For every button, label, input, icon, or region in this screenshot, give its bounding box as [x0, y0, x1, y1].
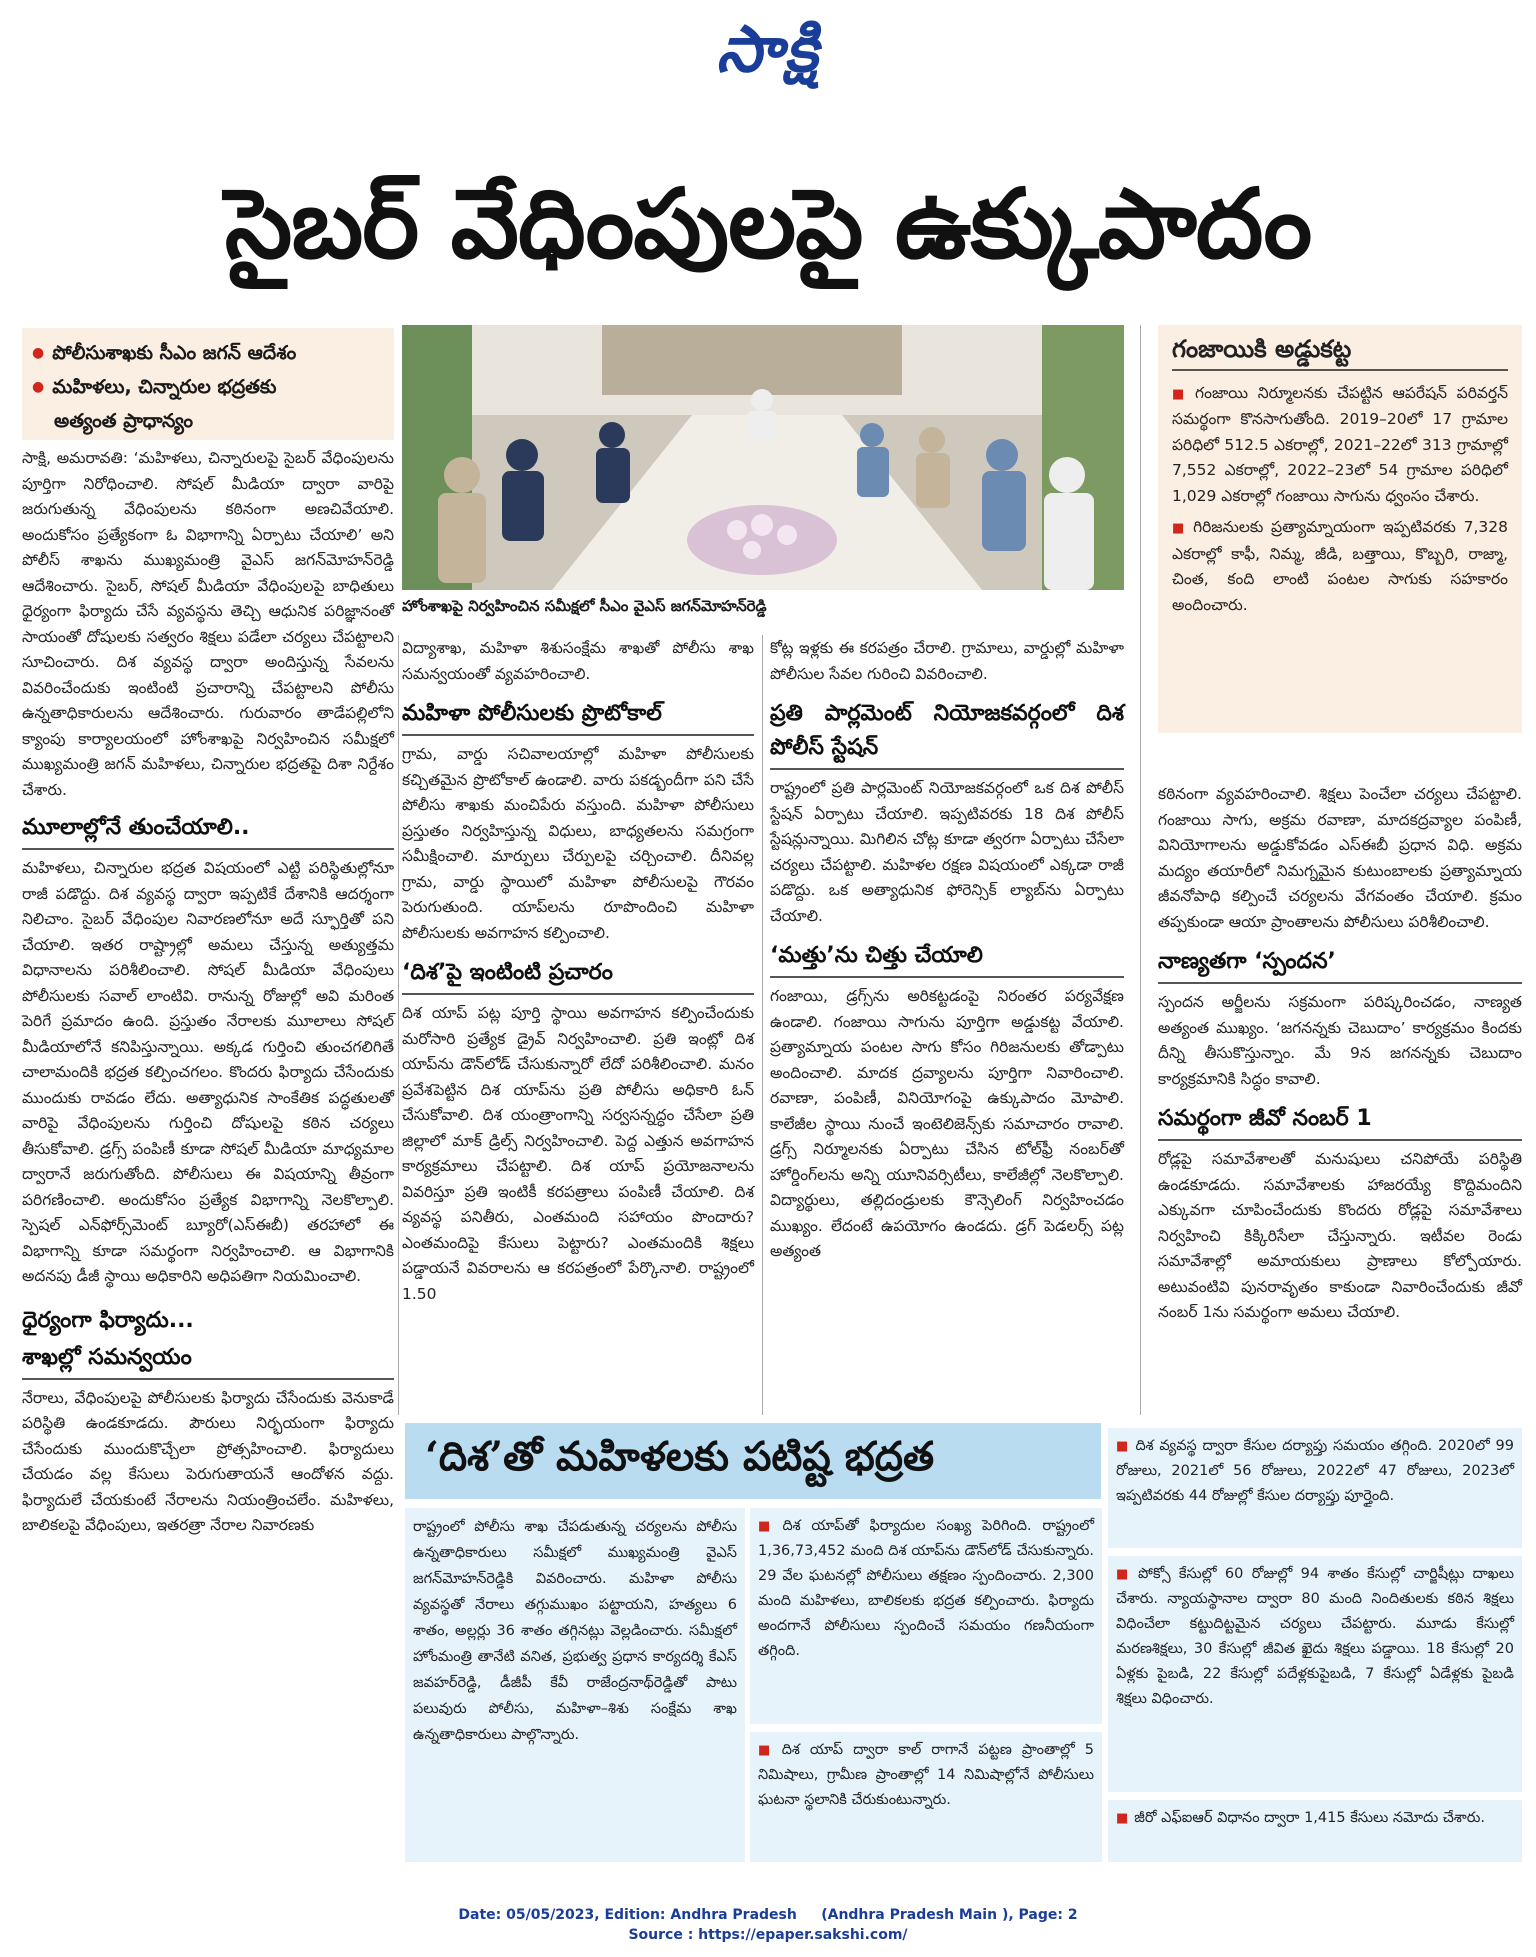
column-divider	[762, 635, 763, 1415]
page-footer	[0, 1905, 1536, 1945]
body-paragraph: కోట్ల ఇళ్లకు ఈ కరపత్రం చేరాలి. గ్రామాలు, వార్డుల్లో మహిళా పోలీసుల సేవల గురించి వివరించాలి.	[770, 639, 1124, 683]
sidebar-item: ■ గిరిజనులకు ప్రత్యామ్నాయంగా ఇప్పటివరకు 7,328 ఎకరాల్లో కాఫీ, నిమ్మ, జీడి, బత్తాయి, కొబ్బరి, రాజ్మా, చింత, కంది లాంటి పంటల సాగుకు సహకారం అందించారు.	[1172, 515, 1508, 618]
fact-item: ■ దిశ యాప్‌తో ఫిర్యాదుల సంఖ్య పెరిగింది. రాష్ట్రంలో 1,36,73,452 మంది దిశ యాప్‌ను డౌన్‌లోడ్ చేసుకున్నారు. 29 వేల ఘటనల్లో పోలీసులు తక్షణం స్పందించారు. 2,300 మంది మహిళలు, బాలికలకు భద్రత కల్పించారు. ఫిర్యాదు అందగానే పోలీసులు స్పందించే సమయం గణనీయంగా తగ్గింది.	[758, 1514, 1094, 1664]
disha-fact-box	[1108, 1428, 1522, 1548]
fact-item: ■ పోక్సో కేసుల్లో 60 రోజుల్లో 94 శాతం కేసుల్లో చార్జిషీట్లు దాఖలు చేశారు. న్యాయస్థానాల ద్వారా 80 మంది నిందితులకు కఠిన శిక్షలు విధించేలా కట్టుదిట్టమైన చర్యలు చేపట్టారు. మూడు కేసుల్లో మరణశిక్షలు, 30 కేసుల్లో జీవిత ఖైదు శిక్షలు పడ్డాయి. 18 కేసుల్లో 20 ఏళ్లకు పైబడి, 22 కేసుల్లో పదేళ్లకుపైబడి, 7 కేసుల్లో ఏడేళ్లకు పైబడి శిక్షలు విధించారు.	[1116, 1562, 1514, 1712]
disha-feature-intro	[405, 1508, 745, 1862]
column-divider	[1140, 325, 1141, 1415]
ganja-sidebar-box	[1158, 325, 1522, 733]
article-column-4	[1158, 782, 1522, 1326]
sidebar-title: గంజాయికి అడ్డుకట్ట	[1172, 337, 1508, 371]
body-paragraph: కఠినంగా వ్యవహరించాలి. శిక్షలు పెంచేలా చర్యలు చేపట్టాలి. గంజాయి సాగు, అక్రమ రవాణా, మాదకద్రవ్యాల పంపిణీ, వినియోగాలను అడ్డుకోవడం ఎస్‌ఈబీ ప్రధాన విధి. అక్రమ మద్యం తయారీలో నిమగ్నమైన కుటుంబాలకు ప్రత్యామ్నాయ జీవనోపాధి కల్పించే చర్యలను వేగవంతం చేయాలి. క్రమం తప్పకుండా ఆయా ప్రాంతాలను పోలీసులు పరిశీలించాలి.	[1158, 785, 1522, 931]
highlights-box	[22, 328, 394, 440]
sidebar-item: ■ గంజాయి నిర్మూలనకు చేపట్టిన ఆపరేషన్ పరివర్తన్ సమర్థంగా కొనసాగుతోంది. 2019–20లో 17 గ్రామాల పరిధిలో 512.5 ఎకరాల్లో, 2021–22లో 313 గ్రామాల్లో 7,552 ఎకరాల్లో, 2022–23లో 54 గ్రామాల పరిధిలో 1,029 ఎకరాల్లో గంజాయి సాగును ధ్వంసం చేశారు.	[1172, 381, 1508, 510]
body-paragraph: గ్రామ, వార్డు సచివాలయాల్లో మహిళా పోలీసులకు కచ్చితమైన ప్రొటోకాల్ ఉండాలి. వారు పకడ్బందీగా పని చేసే పోలీసు శాఖకు మంచిపేరు వస్తుంది. మహిళా పోలీసులు ప్రస్తుతం నిర్వహిస్తున్న విధులు, బాధ్యతలను సమగ్రంగా సమీక్షించాలి. మార్పులు చేర్పులపై చర్చించాలి. దీనివల్ల గ్రామ, వార్డు స్థాయిలో మహిళా పోలీసులపై గౌరవం పెరుగుతుంది. యాప్‌లను రూపొందించి మహిళా పోలీసులకు అవగాహన కల్పించాలి.	[402, 745, 754, 942]
photo-caption: హోంశాఖపై నిర్వహించిన సమీక్షలో సీఎం వైఎస్ జగన్‌మోహన్‌రెడ్డి	[402, 597, 767, 615]
highlight-item: ● పోలీసుశాఖకు సీఎం జగన్ ఆదేశం	[32, 336, 384, 370]
source-link[interactable]: Source : https://epaper.sakshi.com/	[628, 1927, 908, 1943]
meeting-photo	[402, 325, 1124, 590]
body-paragraph: నేరాలు, వేధింపులపై పోలీసులకు ఫిర్యాదు చేసేందుకు వెనుకాడే పరిస్థితి ఉండకూడదు. పౌరులు నిర్భయంగా ఫిర్యాదు చేసేందుకు ముందుకొచ్చేలా ప్రోత్సహించాలి. ఫిర్యాదులు చేయడం వల్ల కేసులు పెరుగుతాయనే ఆందోళన వద్దు. ఫిర్యాదులే చేయకుంటే నేరాలను నియంత్రించలేం. మహిళలు, బాలికలపై వేధింపులు, ఇతరత్రా నేరాల నివారణకు	[22, 1388, 394, 1534]
body-paragraph: మహిళలు, చిన్నారుల భద్రత విషయంలో ఎట్టి పరిస్థితుల్లోనూ రాజీ పడొద్దు. దిశ వ్యవస్థ ద్వారా ఇప్పటికే దేశానికి ఆదర్శంగా నిలిచాం. సైబర్ వేధింపుల నివారణలోనూ అదే స్ఫూర్తితో పని చేయాలి. ఇతర రాష్ట్రాల్లో అమలు చేస్తున్న అత్యుత్తమ విధానాలను పరిశీలించాలి. సోషల్ మీడియా వేధింపులు పోలీసులకు సవాల్ లాంటివి. రానున్న రోజుల్లో అవి మరింత పెరిగే ప్రమాదం ఉంది. ప్రస్తుతం నేరాలకు మూలాలు సోషల్ మీడియాలోనే కనిపిస్తున్నాయి. అక్కడ గుర్తించి తుంచగలిగితే చాలామందికి భద్రత కల్పించగలం. కొందరు ఫిర్యాదు చేసేందుకు ముందుకు రావడం లేదు. అత్యాధునిక సాంకేతిక పద్ధతులతో వారిపై వేధింపులను గుర్తించి దోషులపై కఠిన చర్యలు తీసుకోవాలి. డ్రగ్స్ పంపిణీ కూడా సోషల్ మీడియా మాధ్యమాల ద్వారానే జరుగుతోంది. పోలీసులు ఈ విషయాన్ని తీవ్రంగా పరిగణించాలి. అందుకోసం ప్రత్యేక విభాగాన్ని నెలకొల్పాలి. స్పెషల్ ఎన్‌ఫోర్స్‌మెంట్ బ్యూరో(ఎస్‌ఈబీ) తరహాలో ఈ విభాగాన్ని కూడా సమర్థంగా నిర్వహించాలి. ఆ విభాగానికి అదనపు డీజీ స్థాయి అధికారిని అధిపతిగా నియమించాలి.	[22, 859, 394, 1285]
lead-paragraph: సాక్షి, అమరావతి: ‘మహిళలు, చిన్నారులపై సైబర్ వేధింపులను పూర్తిగా నిరోధించాలి. సోషల్ మీడియా ద్వారా వారిపై జరుగుతున్న వేధింపులను కఠినంగా అణచివేయాలి. అందుకోసం ప్రత్యేకంగా ఓ విభాగాన్ని ఏర్పాటు చేయాలి’ అని పోలీస్ శాఖను ముఖ్యమంత్రి వైఎస్ జగన్‌మోహన్‌రెడ్డి ఆదేశించారు. సైబర్, సోషల్ మీడియా వేధింపులపై బాధితులు ధైర్యంగా ఫిర్యాదు చేసే వ్యవస్థను తెచ్చి ఆధునిక పరిజ్ఞానంతో సాయంతో దోషులకు సత్వరం శిక్షలు పడేలా చర్యలు చేపట్టాలని సూచించారు. దిశ వ్యవస్థ ద్వారా అందిస్తున్న సేవలను వివరించేందుకు ఇంటింటి ప్రచారాన్ని చేపట్టాలని పోలీసు ఉన్నతాధికారులను ఆదేశించారు. గురువారం తాడేపల్లిలోని క్యాంపు కార్యాలయంలో హోంశాఖపై నిర్వహించిన సమీక్షలో ముఖ్యమంత్రి జగన్ మహిళలు, చిన్నారుల భద్రతపై దిశా నిర్దేశం చేశారు.	[22, 449, 394, 799]
subheading: శాఖల్లో సమన్వయం	[22, 1341, 394, 1380]
subheading: మహిళా పోలీసులకు ప్రొటోకాల్	[402, 697, 754, 736]
article-column-2	[402, 636, 754, 1307]
fact-item: ■ దిశ యాప్ ద్వారా కాల్ రాగానే పట్టణ ప్రాంతాల్లో 5 నిమిషాలు, గ్రామీణ ప్రాంతాల్లో 14 నిమిషాల్లోనే పోలీసులు ఘటనా స్థలానికి చేరుకుంటున్నారు.	[758, 1738, 1094, 1813]
highlight-item: ● మహిళలు, చిన్నారుల భద్రతకు	[32, 370, 384, 404]
body-paragraph: రాష్ట్రంలో ప్రతి పార్లమెంట్ నియోజకవర్గంలో ఒక దిశ పోలీస్ స్టేషన్ ఏర్పాటు చేయాలి. ఇప్పటివరకు 18 దిశ పోలీస్ స్టేషన్లున్నాయి. మిగిలిన చోట్ల కూడా త్వరగా ఏర్పాటు చేసేలా చర్యలు చేపట్టాలి. మహిళల రక్షణ విషయంలో ఎక్కడా రాజీ పడొద్దు. ఒక అత్యాధునిక ఫోరెన్సిక్ ల్యాబ్‌ను ఏర్పాటు చేయాలి.	[770, 779, 1124, 925]
disha-fact-box	[750, 1508, 1102, 1724]
body-paragraph: స్పందన అర్జీలను సక్రమంగా పరిష్కరించడం, నాణ్యత అత్యంత ముఖ్యం. ‘జగనన్నకు చెబుదాం’ కార్యక్రమం కిందకు దీన్ని తీసుకొస్తున్నాం. మే 9న జగనన్నకు చెబుదాం కార్యక్రమానికి సిద్ధం కావాలి.	[1158, 993, 1522, 1088]
fact-item: ■ జీరో ఎఫ్ఐఆర్ విధానం ద్వారా 1,415 కేసులు నమోదు చేశారు.	[1116, 1806, 1514, 1831]
subheading: నాణ్యతగా ‘స్పందన’	[1158, 945, 1522, 984]
body-paragraph: గంజాయి, డ్రగ్స్‌ను అరికట్టడంపై నిరంతర పర్యవేక్షణ ఉండాలి. గంజాయి సాగును పూర్తిగా అడ్డుకట్ట వేయాలి. ప్రత్యామ్నాయ పంటల సాగు కోసం గిరిజనులకు తోడ్పాటు అందించాలి. మాదక ద్రవ్యాలను పూర్తిగా నివారించాలి. రవాణా, పంపిణీ, వినియోగంపై ఉక్కుపాదం మోపాలి. కాలేజీల స్థాయి నుంచే ఇంటెలిజెన్స్‌కు సమాచారం రావాలి. డ్రగ్స్ నిర్మూలనకు ఏర్పాటు చేసిన టోల్‌ఫ్రీ నంబర్‌తో హోర్డింగ్‌లను అన్ని యూనివర్సిటీలు, కాలేజీల్లో నెలకొల్పాలి. విద్యార్థులు, తల్లిదండ్రులకు కౌన్సెలింగ్ నిర్వహించడం ముఖ్యం. లేదంటే ఉపయోగం ఉండదు. డ్రగ్ పెడలర్స్ పట్ల అత్యంత	[770, 987, 1124, 1260]
body-paragraph: రోడ్లపై సమావేశాలతో మనుషులు చనిపోయే పరిస్థితి ఉండకూడదు. సమావేశాలకు హాజరయ్యే కొద్దిమందిని ఎక్కువగా చూపించేందుకు కొందరు రోడ్లపై సమావేశాలు నిర్వహించి కిక్కిరిసేలా చేస్తున్నారు. ఇటీవల రెండు సమావేశాల్లో అమాయకులు ప్రాణాలు కోల్పోయారు. అటువంటివి పునరావృతం కాకుండా నివారించేందుకు జీవో నంబర్ 1ను సమర్థంగా అమలు చేయాలి.	[1158, 1150, 1522, 1321]
body-paragraph: దిశ యాప్ పట్ల పూర్తి స్థాయి అవగాహన కల్పించేందుకు మరోసారి ప్రత్యేక డ్రైవ్ నిర్వహించాలి. ప్రతి ఇంట్లో దిశ యాప్‌ను డౌన్‌లోడ్ చేసుకున్నారో లేదో పరిశీలించాలి. మనం ప్రవేశపెట్టిన దిశ యాప్‌ను ప్రతి పోలీసు అధికారి ఓన్ చేసుకోవాలి. దిశ యంత్రాంగాన్ని సర్వసన్నద్ధం చేసేలా ప్రతి జిల్లాలో మాక్ డ్రిల్స్ నిర్వహించాలి. పెద్ద ఎత్తున అవగాహన కార్యక్రమాలు చేపట్టాలి. దిశ యాప్ ప్రయోజనాలను వివరిస్తూ ప్రతి ఇంటికీ కరపత్రాలు పంపిణీ చేయాలి. దిశ వ్యవస్థ పనితీరు, ఎంతమంది సహాయం పొందారు? ఎంతమందిపై కేసులు పెట్టారు? ఎంతమందికి శిక్షలు పడ్డాయనే వివరాలను ఆ కరపత్రంలో పేర్కొనాలి. రాష్ట్రంలో 1.50	[402, 1004, 754, 1303]
subheading: ‘దిశ’పై ఇంటింటి ప్రచారం	[402, 956, 754, 995]
disha-fact-box	[1108, 1556, 1522, 1792]
body-paragraph: విద్యాశాఖ, మహిళా శిశుసంక్షేమ శాఖతో పోలీసు శాఖ సమన్వయంతో వ్యవహరించాలి.	[402, 639, 754, 683]
column-divider	[398, 635, 399, 1415]
disha-fact-box	[1108, 1800, 1522, 1862]
subheading: ‘మత్తు’ను చిత్తు చేయాలి	[770, 939, 1124, 978]
subheading: మూలాల్లోనే తుంచేయాలి..	[22, 811, 394, 850]
subheading: సమర్థంగా జీవో నంబర్ 1	[1158, 1102, 1522, 1141]
highlight-item: అత్యంత ప్రాధాన్యం	[54, 410, 194, 432]
fact-item: ■ దిశ వ్యవస్థ ద్వారా కేసుల దర్యాప్తు సమయం తగ్గింది. 2020లో 99 రోజులు, 2021లో 56 రోజులు, 2022లో 47 రోజులు, 2023లో ఇప్పటివరకు 44 రోజుల్లో కేసుల దర్యాప్తు పూర్తైంది.	[1116, 1434, 1514, 1509]
disha-fact-box	[750, 1732, 1102, 1862]
subheading: ధైర్యంగా ఫిర్యాదు...	[22, 1307, 194, 1333]
edition-info: Date: 05/05/2023, Edition: Andhra Pradesh (Andhra Pradesh Main ), Page: 2	[458, 1907, 1078, 1923]
article-column-1	[22, 446, 394, 1539]
article-column-3	[770, 636, 1124, 1265]
disha-feature-title: ‘దిశ’తో మహిళలకు పటిష్ట భద్రత	[405, 1423, 1101, 1499]
body-paragraph: రాష్ట్రంలో పోలీసు శాఖ చేపడుతున్న చర్యలను పోలీసు ఉన్నతాధికారులు సమీక్షలో ముఖ్యమంత్రి వైఎస్ జగన్‌మోహన్‌రెడ్డికి వివరించారు. మహిళా పోలీసు వ్యవస్థతో నేరాలు తగ్గుముఖం పట్టాయని, హత్యలు 6 శాతం, అల్లర్లు 36 శాతం తగ్గినట్లు వెల్లడించారు. సమీక్షలో హోంమంత్రి తానేటి వనిత, ప్రభుత్వ ప్రధాన కార్యదర్శి కేఎస్ జవహర్‌రెడ్డి, డీజీపీ కేవీ రాజేంద్రనాథ్‌రెడ్డితో పాటు పలువురు పోలీసు, మహిళా–శిశు సంక్షేమ శాఖ ఉన్నతాధికారులు పాల్గొన్నారు.	[413, 1519, 737, 1743]
headline: సైబర్ వేధింపులపై ఉక్కుపాదం	[224, 166, 1312, 280]
subheading: ప్రతి పార్లమెంట్ నియోజకవర్గంలో దిశ పోలీస్ స్టేషన్	[770, 697, 1124, 770]
masthead-logo: సాక్షి	[716, 13, 820, 87]
